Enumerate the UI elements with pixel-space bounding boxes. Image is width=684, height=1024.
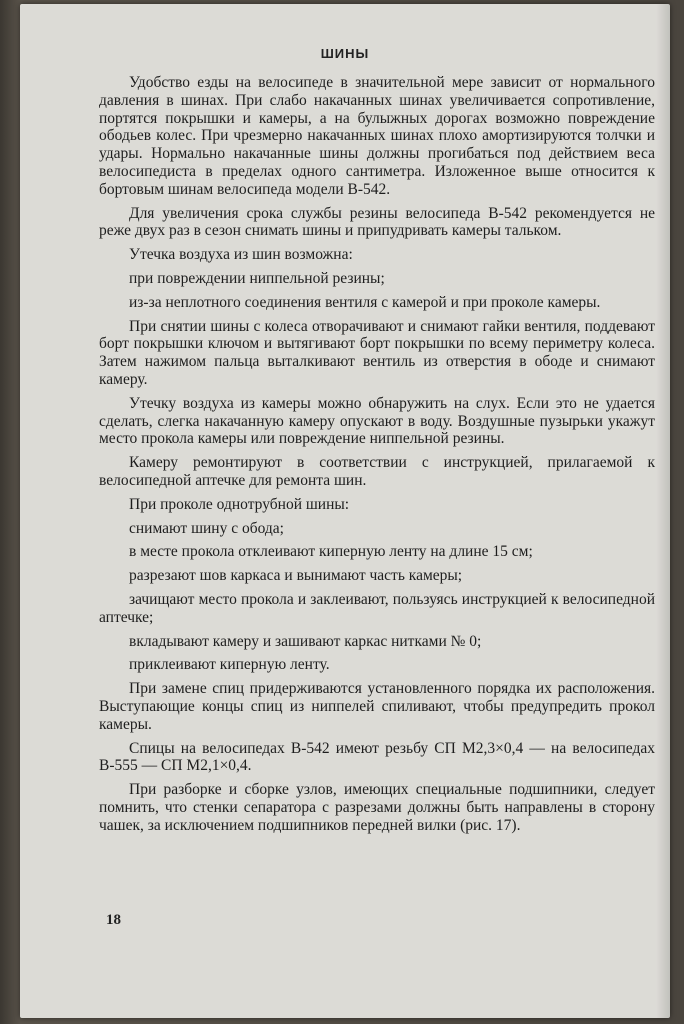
list-item: из-за неплотного соединения вентиля с камерой и при проколе камеры. <box>129 293 601 311</box>
list-item: при повреждении ниппельной резины; <box>129 269 385 287</box>
paragraph: При замене спиц придерживаются установленного порядка их расположения. Выступающие концы спиц из ниппелей спиливают, чтобы предупредить прокол камеры. <box>99 680 655 733</box>
paragraph: При проколе однотрубной шины: <box>129 495 350 513</box>
paragraph: Для увеличения срока службы резины велосипеда В-542 рекомендуется не реже двух раз в сезон снимать шины и припудривать камеры тальком. <box>99 204 655 240</box>
paragraph: Утечка воздуха из шин возможна: <box>129 246 353 264</box>
paragraph: Утечку воздуха из камеры можно обнаружить на слух. Если это не удается сделать, слегка накачанную камеру опускают в воду. Воздушные пузырьки укажут место прокола камеры или повреждение ниппельной резины. <box>99 394 655 448</box>
page-number: 18 <box>106 912 121 928</box>
list-item: приклеивают киперную ленту. <box>129 656 330 674</box>
book-page <box>20 4 670 1018</box>
paragraph: Спицы на велосипедах В-542 имеют резьбу СП М2,3×0,4 — на велосипедах В-555 — СП М2,1×0,4. <box>99 739 655 775</box>
body-text <box>99 74 655 840</box>
list-item: в месте прокола отклеивают киперную ленту на длине 15 см; <box>129 543 533 561</box>
paragraph: Удобство езды на велосипеде в значительной мере зависит от нормального давления в шинах. При слабо накачанных шинах увеличивается сопротивление, портятся покрышки и камеры, а на булыжных дорогах возможно повреждение ободьев колес. При чрезмерно накачанных шинах плохо амортизируются толчки и удары. Нормально накачанные шины должны прогибаться под действием веса велосипедиста в пределах одного сантиметра. Изложенное выше относится к бортовым шинам велосипеда модели В-542. <box>99 74 655 198</box>
paragraph: При снятии шины с колеса отворачивают и снимают гайки вентиля, поддевают борт покрышки ключом и вытягивают борт покрышки по всему периметру колеса. Затем нажимом пальца выталкивают вентиль из отверстия в ободе и снимают камеру. <box>99 317 655 388</box>
list-item: вкладывают камеру и зашивают каркас нитками № 0; <box>129 632 482 650</box>
list-item: разрезают шов каркаса и вынимают часть камеры; <box>129 567 463 585</box>
paragraph: Камеру ремонтируют в соответствии с инструкцией, прилагаемой к велосипедной аптечке для ремонта шин. <box>99 454 655 489</box>
list-item: снимают шину с обода; <box>129 519 284 537</box>
paragraph: При разборке и сборке узлов, имеющих специальные подшипники, следует помнить, что стенки сепаратора с разрезами должны быть направлены в сторону чашек, за исключением подшипников передней вилки (рис. 17). <box>99 781 655 834</box>
list-item: зачищают место прокола и заклеивают, пользуясь инструкцией к велосипедной аптечке; <box>99 590 655 626</box>
section-heading: ШИНЫ <box>320 46 370 61</box>
